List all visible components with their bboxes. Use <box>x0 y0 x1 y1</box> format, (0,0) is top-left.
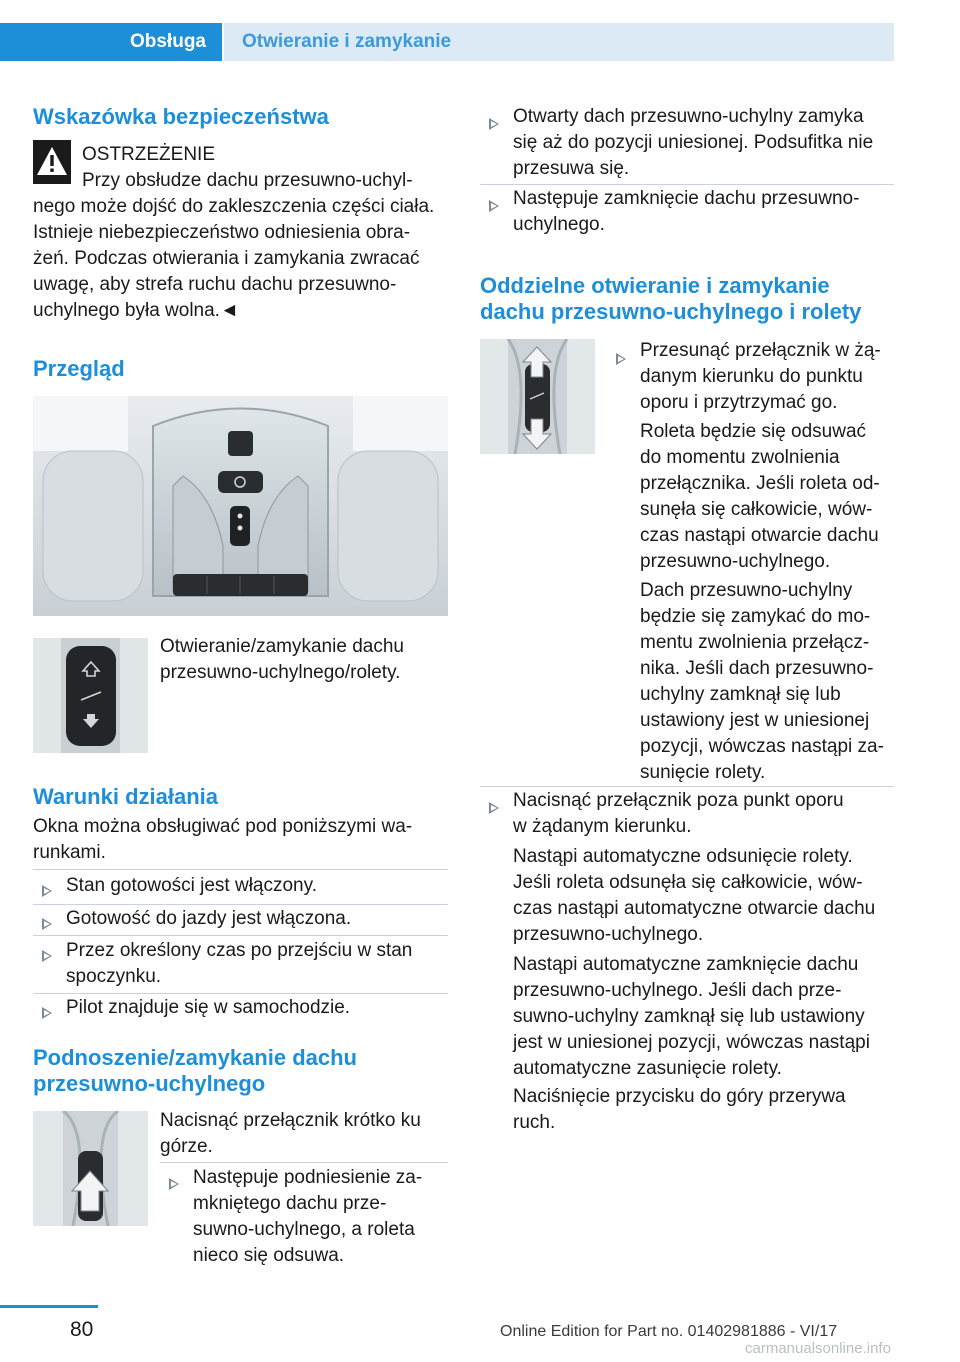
warning-line-3: Istnieje niebezpieczeństwo odniesienia obra‐ <box>33 222 411 243</box>
separate-item2-p2-l4: przesuwno-uchylnego. <box>513 924 704 945</box>
right-item-2a: Następuje zamknięcie dachu przesuwno- <box>513 188 860 209</box>
separate-item1-p2-l3: przełącznika. Jeśli roleta od‐ <box>640 473 880 494</box>
separate-item1-p2-l6: przesuwno-uchylnego. <box>640 551 831 572</box>
bullet-triangle-icon <box>43 885 52 897</box>
switch-closeup-image <box>33 638 148 753</box>
condition-item-1: Stan gotowości jest włączony. <box>66 875 317 896</box>
separate-item1-p2-l4: sunęła się całkowicie, wów‐ <box>640 499 873 520</box>
overview-caption-2: przesuwno-uchylnego/rolety. <box>160 662 401 683</box>
warning-line-5: uwagę, aby strefa ruchu dachu przesuwno- <box>33 274 397 295</box>
conditions-intro-2: runkami. <box>33 842 106 863</box>
bullet-triangle-icon <box>617 353 626 365</box>
separate-heading-2: dachu przesuwno-uchylnego i rolety <box>480 299 862 324</box>
separate-item1-p2-l1: Roleta będzie się odsuwać <box>640 421 867 442</box>
tab-obsluga[interactable] <box>0 23 222 61</box>
separate-item1-p2-l2: do momentu zwolnienia <box>640 447 840 468</box>
bullet-triangle-icon <box>43 1007 52 1019</box>
overview-heading: Przegląd <box>33 356 125 381</box>
lift-item-3: suwno-uchylnego, a roleta <box>193 1219 415 1240</box>
separate-item1-p2-l5: czas nastąpi otwarcie dachu <box>640 525 879 546</box>
separate-item2-l1: Nacisnąć przełącznik poza punkt oporu <box>513 790 844 811</box>
warning-line-4: żeń. Podczas otwierania i zamykania zwracać <box>33 248 420 269</box>
separator <box>480 786 894 787</box>
warning-line-6: uchylnego była wolna.◄ <box>33 300 239 321</box>
separate-item1-l2: danym kierunku do punktu <box>640 366 863 387</box>
separator <box>33 904 448 905</box>
separate-item2-p3-l2: przesuwno-uchylnego. Jeśli dach prze‐ <box>513 980 842 1001</box>
separate-item2-p3-l5: automatyczne zasunięcie rolety. <box>513 1058 782 1079</box>
separator <box>33 869 448 870</box>
right-item-2b: uchylnego. <box>513 214 605 235</box>
separate-item1-p3-l2: będzie się zamykać do mo‐ <box>640 606 871 627</box>
right-item-1b: się aż do pozycji uniesionej. Podsufitka nie <box>513 132 874 153</box>
condition-item-3a: Przez określony czas po przejściu w stan <box>66 940 413 961</box>
conditions-heading: Warunki działania <box>33 784 219 809</box>
bullet-triangle-icon <box>490 200 499 212</box>
separate-item1-p3-l6: ustawiony jest w uniesionej <box>640 710 870 731</box>
separate-item2-p2-l1: Nastąpi automatyczne odsunięcie rolety. <box>513 846 853 867</box>
separate-item2-p3-l3: suwno-uchylny zamknął się lub ustawiony <box>513 1006 865 1027</box>
separate-item1-p3-l3: mentu zwolnienia przełącz‐ <box>640 632 870 653</box>
footer-accent-bar <box>0 1305 98 1308</box>
separator <box>160 1162 448 1163</box>
warning-title: OSTRZEŻENIE <box>82 144 216 165</box>
separate-heading-1: Oddzielne otwieranie i zamykanie <box>480 273 830 298</box>
warning-line-2: nego może dojść do zakleszczenia części ciała. <box>33 196 435 217</box>
switch-up-image <box>33 1111 148 1226</box>
watermark-text: carmanualsonline.info <box>745 1340 891 1357</box>
overview-caption-1: Otwieranie/zamykanie dachu <box>160 636 404 657</box>
condition-item-3b: spoczynku. <box>66 966 162 987</box>
bullet-triangle-icon <box>170 1178 179 1190</box>
bullet-triangle-icon <box>490 802 499 814</box>
warning-line-1: Przy obsłudze dachu przesuwno-uchyl‐ <box>82 170 413 191</box>
edition-text: Online Edition for Part no. 01402981886 - VI/17 <box>500 1323 838 1340</box>
lift-item-1: Następuje podniesienie za‐ <box>193 1167 423 1188</box>
switch-slide-image <box>480 339 595 454</box>
lift-intro-2: górze. <box>160 1136 213 1157</box>
condition-item-4: Pilot znajduje się w samochodzie. <box>66 997 351 1018</box>
separate-item2-l2: w żądanym kierunku. <box>513 816 692 837</box>
warning-icon <box>33 140 71 184</box>
separate-item1-l3: oporu i przytrzymać go. <box>640 392 838 413</box>
safety-heading: Wskazówka bezpieczeństwa <box>33 104 329 129</box>
overhead-console-image <box>33 396 448 616</box>
separate-item1-p3-l1: Dach przesuwno-uchylny <box>640 580 853 601</box>
separate-item1-l1: Przesunąć przełącznik w żą‐ <box>640 340 881 361</box>
separator <box>33 935 448 936</box>
tab-otwieranie[interactable] <box>224 23 894 61</box>
lift-intro-1: Nacisnąć przełącznik krótko ku <box>160 1110 421 1131</box>
page-number: 80 <box>70 1318 94 1341</box>
separate-item2-p3-l1: Nastąpi automatyczne zamknięcie dachu <box>513 954 859 975</box>
separate-item1-p3-l7: pozycji, wówczas nastąpi za‐ <box>640 736 884 757</box>
separate-item2-p2-l2: Jeśli roleta odsunęła się całkowicie, wów‐ <box>513 872 863 893</box>
separator <box>480 184 894 185</box>
right-item-1a: Otwarty dach przesuwno-uchylny zamyka <box>513 106 864 127</box>
bullet-triangle-icon <box>43 950 52 962</box>
separate-item1-p3-l8: sunięcie rolety. <box>640 762 766 783</box>
conditions-intro-1: Okna można obsługiwać pod poniższymi wa‐ <box>33 816 413 837</box>
separate-item2-p4-l2: ruch. <box>513 1112 556 1133</box>
condition-item-2: Gotowość do jazdy jest włączona. <box>66 908 352 929</box>
tab-obsluga-label: Obsługa <box>129 31 206 52</box>
separate-item2-p4-l1: Naciśnięcie przycisku do góry przerywa <box>513 1086 846 1107</box>
separator <box>33 993 448 994</box>
separate-item1-p3-l5: uchylny zamknął się lub <box>640 684 841 705</box>
bullet-triangle-icon <box>43 918 52 930</box>
right-item-1c: przesuwa się. <box>513 158 630 179</box>
lift-heading-1: Podnoszenie/zamykanie dachu <box>33 1045 357 1070</box>
lift-item-4: nieco się odsuwa. <box>193 1245 345 1266</box>
lift-heading-2: przesuwno-uchylnego <box>33 1071 266 1096</box>
separate-item1-p3-l4: nika. Jeśli dach przesuwno- <box>640 658 874 679</box>
separate-item2-p2-l3: czas nastąpi automatyczne otwarcie dachu <box>513 898 876 919</box>
separate-item2-p3-l4: jest w uniesionej pozycji, wówczas nastąpi <box>513 1032 870 1053</box>
bullet-triangle-icon <box>490 118 499 130</box>
tab-otwieranie-label: Otwieranie i zamykanie <box>242 31 452 52</box>
lift-item-2: mkniętego dachu prze‐ <box>193 1193 387 1214</box>
